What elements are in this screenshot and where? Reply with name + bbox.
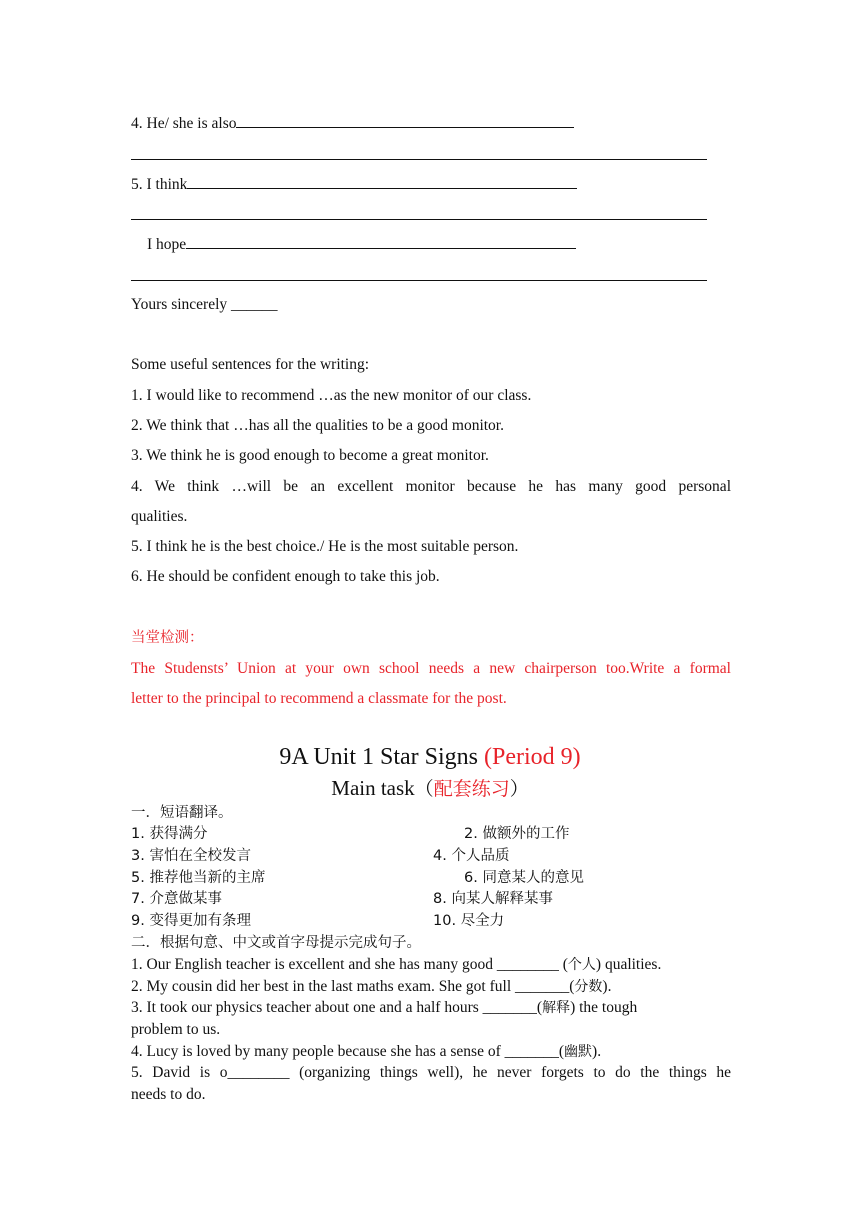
letter-closing: Yours sincerely ______ — [131, 296, 278, 313]
phrase-item: 7. 介意做某事 — [131, 891, 222, 907]
page-title — [0, 743, 860, 771]
answer-blank[interactable] — [187, 174, 577, 189]
q2-text: ). — [602, 978, 612, 995]
q1-text: ) qualities. — [595, 956, 662, 973]
subtitle-paren: ） — [509, 778, 529, 800]
question-4 — [131, 1042, 601, 1062]
answer-line[interactable] — [131, 280, 707, 281]
phrase-item: 9. 变得更加有条理 — [131, 913, 251, 929]
subtitle-red: 配套练习 — [433, 778, 510, 800]
answer-line[interactable] — [131, 159, 707, 160]
check-task-line: The Studensts’ Union at your own school needs a new chairperson too.Write a formal — [131, 660, 731, 677]
useful-heading: Some useful sentences for the writing: — [131, 356, 370, 373]
useful-item: 3. We think he is good enough to become a great monitor. — [131, 447, 489, 464]
q2-text: 2. My cousin did her best in the last maths exam. She got full _______( — [131, 978, 575, 995]
title-period: (Period 9) — [484, 744, 581, 770]
phrase-item: 4. 个人品质 — [433, 848, 510, 864]
q1-hint: 个人 — [567, 957, 596, 973]
q3-line1 — [131, 998, 637, 1018]
title-main: 9A Unit 1 Star Signs — [279, 744, 485, 770]
q3-hint: 解释 — [542, 1000, 571, 1016]
useful-item: 5. I think he is the best choice./ He is the most suitable person. — [131, 538, 519, 555]
answer-line[interactable] — [131, 219, 707, 220]
subtitle-paren: （ — [414, 778, 434, 800]
letter-line-4 — [131, 113, 574, 134]
q1-text: 1. Our English teacher is excellent and she has many good ________ ( — [131, 956, 568, 973]
answer-blank[interactable] — [236, 113, 574, 128]
q4-text: ). — [592, 1043, 602, 1060]
phrase-item: 3. 害怕在全校发言 — [131, 848, 251, 864]
letter-line-5 — [131, 174, 577, 195]
phrase-item: 1. 获得满分 — [131, 826, 208, 842]
section2-heading: 二．根据句意、中文或首字母提示完成句子。 — [131, 935, 421, 951]
useful-item: 2. We think that …has all the qualities to be a good monitor. — [131, 417, 504, 434]
useful-item: 4. We think …will be an excellent monitor because he has many good personal — [131, 478, 731, 495]
question-3 — [131, 998, 731, 1018]
phrase-item: 5. 推荐他当新的主席 — [131, 870, 266, 886]
phrase-item: 2. 做额外的工作 — [464, 826, 570, 842]
check-heading: 当堂检测： — [131, 630, 204, 646]
q3-text: 3. It took our physics teacher about one and a half hours _______( — [131, 999, 543, 1016]
letter-line-5-prefix: 5. I think — [131, 176, 188, 193]
page-subtitle — [0, 775, 860, 802]
useful-item: 1. I would like to recommend …as the new monitor of our class. — [131, 387, 532, 404]
phrase-item: 8. 向某人解释某事 — [433, 891, 553, 907]
letter-line-4-prefix: 4. He/ she is also — [131, 115, 237, 132]
subtitle-main: Main task — [331, 776, 415, 800]
q4-text: 4. Lucy is loved by many people because she has a sense of _______( — [131, 1043, 565, 1060]
letter-line-hope-prefix: I hope — [147, 236, 187, 253]
q2-hint: 分数 — [574, 979, 603, 995]
question-2 — [131, 977, 611, 997]
question-5-cont: needs to do. — [131, 1086, 206, 1103]
useful-item: 6. He should be confident enough to take this job. — [131, 568, 440, 585]
useful-item: qualities. — [131, 508, 188, 525]
phrase-item: 6. 同意某人的意见 — [464, 870, 584, 886]
letter-line-hope — [147, 234, 576, 255]
question-1 — [131, 955, 661, 975]
phrase-item: 10. 尽全力 — [433, 913, 505, 929]
question-3-cont: problem to us. — [131, 1021, 221, 1038]
q4-hint: 幽默 — [564, 1044, 593, 1060]
section1-heading: 一．短语翻译。 — [131, 805, 233, 821]
q3-text: ) the tough — [570, 999, 638, 1016]
check-task-line: letter to the principal to recommend a classmate for the post. — [131, 690, 507, 707]
question-5: 5. David is o________ (organizing things well), he never forgets to do the things he — [131, 1064, 731, 1081]
answer-blank[interactable] — [186, 234, 576, 249]
